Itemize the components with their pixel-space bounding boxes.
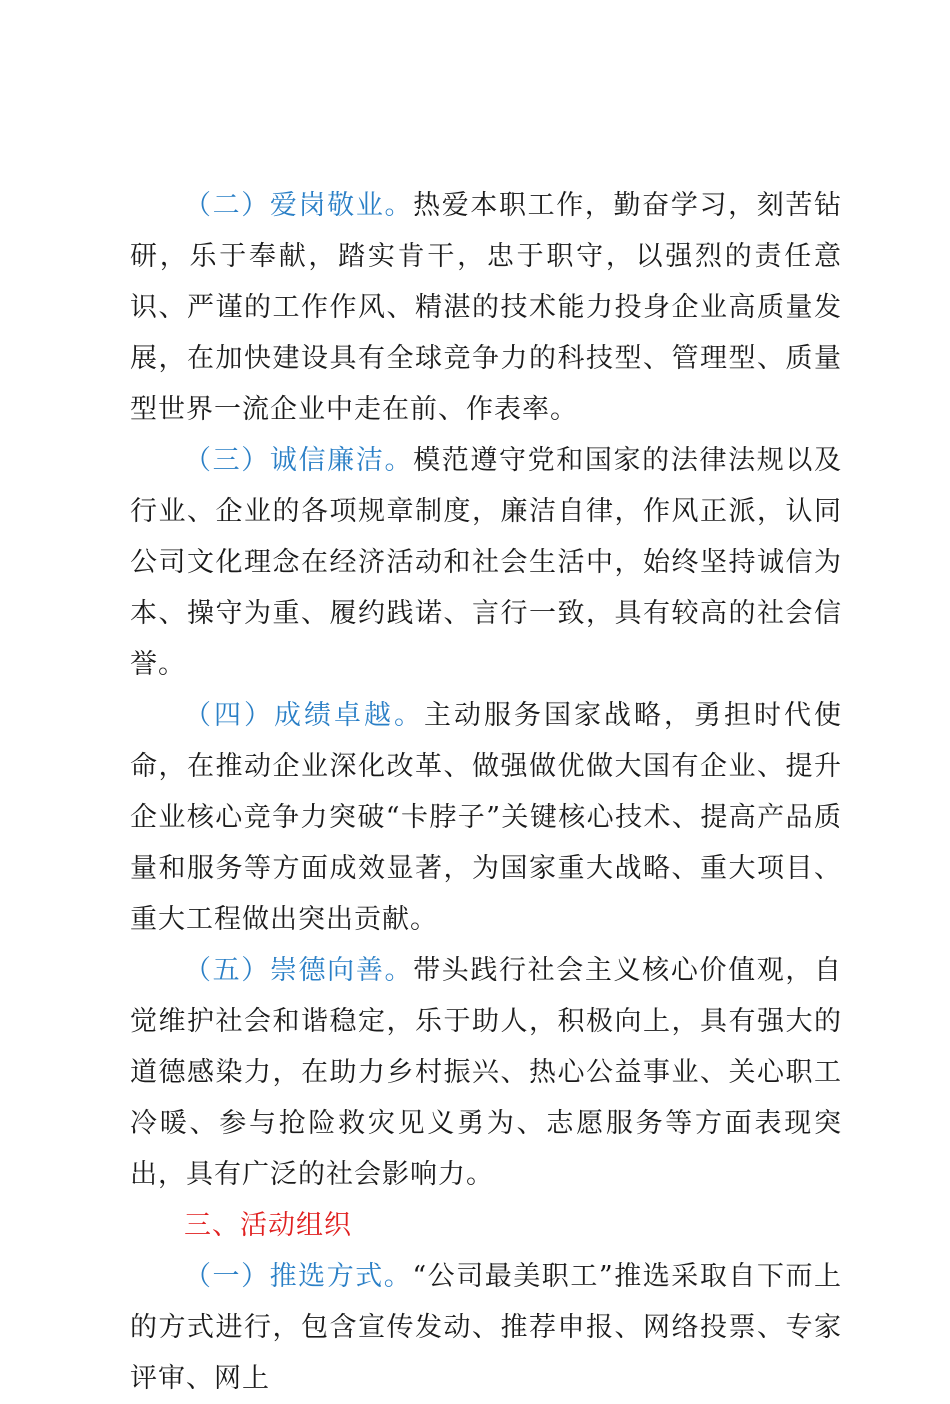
document-page — [130, 180, 842, 1404]
paragraph-dedication — [130, 180, 842, 435]
paragraph-integrity — [130, 435, 842, 690]
paragraph-text: “公司最美职工”推选采取自下而上的方式进行，包含宣传发动、推荐申报、网络投票、专家评审、网上 — [130, 1261, 842, 1394]
paragraph-lead: （三）诚信廉洁。 — [184, 445, 414, 476]
paragraph-lead: （四）成绩卓越。 — [184, 700, 424, 731]
paragraph-lead: （五）崇德向善。 — [184, 955, 414, 986]
paragraph-lead: （二）爱岗敬业。 — [184, 190, 414, 221]
paragraph-lead: （一）推选方式。 — [184, 1261, 413, 1292]
paragraph-text: 主动服务国家战略，勇担时代使命，在推动企业深化改革、做强做优做大国有企业、提升企业核心竞争力突破“卡脖子”关键核心技术、提高产品质量和服务等方面成效显著，为国家重大战略、重大项目、重大工程做出突出贡献。 — [130, 700, 842, 935]
paragraph-achievement — [130, 690, 842, 945]
paragraph-virtue — [130, 945, 842, 1200]
paragraph-text: 模范遵守党和国家的法律法规以及行业、企业的各项规章制度，廉洁自律，作风正派，认同公司文化理念在经济活动和社会生活中，始终坚持诚信为本、操守为重、履约践诺、言行一致，具有较高的社会信誉。 — [130, 445, 843, 680]
paragraph-selection-method — [130, 1251, 842, 1404]
paragraph-text: 热爱本职工作，勤奋学习，刻苦钻研，乐于奉献，踏实肯干，忠于职守，以强烈的责任意识、严谨的工作作风、精湛的技术能力投身企业高质量发展，在加快建设具有全球竞争力的科技型、管理型、质量型世界一流企业中走在前、作表率。 — [130, 190, 843, 425]
section-heading: 三、活动组织 — [184, 1210, 352, 1241]
paragraph-text: 带头践行社会主义核心价值观，自觉维护社会和谐稳定，乐于助人，积极向上，具有强大的道德感染力，在助力乡村振兴、热心公益事业、关心职工冷暖、参与抢险救灾见义勇为、志愿服务等方面表现突出，具有广泛的社会影响力。 — [130, 955, 843, 1190]
